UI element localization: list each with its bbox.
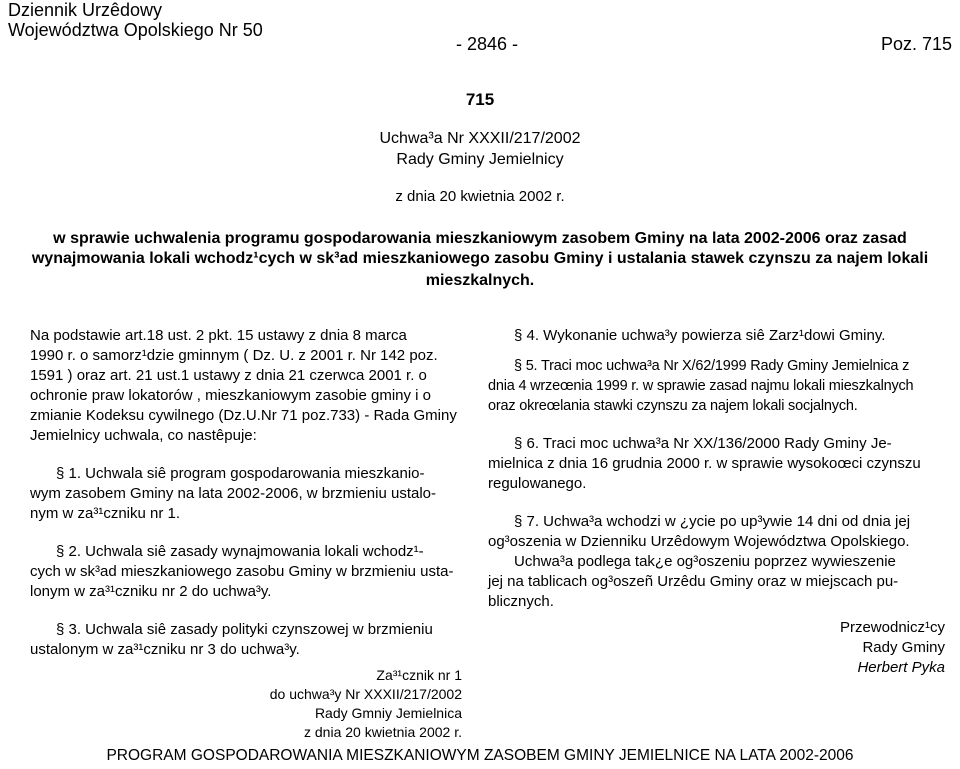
paragraph-7 bbox=[488, 512, 950, 612]
signature-body: Rady Gminy bbox=[862, 639, 945, 656]
left-column bbox=[30, 326, 462, 660]
paragraph-2 bbox=[30, 542, 462, 602]
council-name: Rady Gminy Jemielnicy bbox=[396, 151, 564, 168]
right-column bbox=[488, 326, 950, 612]
resolution-date: z dnia 20 kwietnia 2002 r. bbox=[395, 188, 565, 205]
text-line: § 3. Uchwala siê zasady polityki czynszowej w brzmieniu bbox=[56, 621, 433, 638]
text-line: ustalonym w za³¹czniku nr 3 do uchwa³y. bbox=[30, 641, 300, 658]
resolution-title: Uchwa³a Nr XXXII/217/2002 bbox=[379, 130, 581, 147]
signature-role: Przewodnicz¹cy bbox=[839, 619, 945, 636]
paragraph-3 bbox=[30, 620, 462, 660]
text-line: blicznych. bbox=[488, 593, 554, 610]
text-line: Za³¹cznik nr 1 bbox=[376, 667, 462, 683]
text-line: lonym w za³¹czniku nr 2 do uchwa³y. bbox=[30, 583, 272, 600]
text-line: z dnia 20 kwietnia 2002 r. bbox=[304, 724, 462, 740]
text-line: § 2. Uchwala siê zasady wynajmowania lokali wchodz¹- bbox=[56, 543, 424, 560]
text-line: 1990 r. o samorz¹dzie gminnym ( Dz. U. z 2001 r. Nr 142 poz. bbox=[30, 347, 438, 364]
text-line: § 4. Wykonanie uchwa³y powierza siê Zarz¹dowi Gminy. bbox=[514, 327, 886, 344]
text-line: § 7. Uchwa³a wchodzi w ¿ycie po up³ywie 14 dni od dnia jej bbox=[514, 513, 911, 530]
text-line: Na podstawie art.18 ust. 2 pkt. 15 ustawy z dnia 8 marca bbox=[30, 327, 407, 344]
journal-title-line1: Dziennik Urzêdowy bbox=[8, 0, 163, 20]
text-line: mielnica z dnia 16 grudnia 2000 r. w sprawie wysokoœci czynszu bbox=[488, 455, 921, 472]
text-line: § 6. Traci moc uchwa³a Nr XX/136/2000 Rady Gminy Je- bbox=[514, 435, 892, 452]
paragraph-6 bbox=[488, 434, 950, 494]
signature-block bbox=[700, 618, 945, 678]
text-line: nym w za³¹czniku nr 1. bbox=[30, 505, 181, 522]
text-line: og³oszenia w Dzienniku Urzêdowym Województwa Opolskiego. bbox=[488, 533, 910, 550]
subject-line: mieszkalnych. bbox=[425, 272, 535, 289]
text-line: § 5. Traci moc uchwa³a Nr X/62/1999 Rady Gminy Jemielnica z bbox=[514, 358, 910, 374]
text-line: § 1. Uchwala siê program gospodarowania mieszkanio- bbox=[56, 465, 425, 482]
annex-reference bbox=[200, 666, 462, 742]
document-number: 715 bbox=[465, 90, 495, 109]
text-line: jej na tablicach og³oszeñ Urzêdu Gminy oraz w miejscach pu- bbox=[488, 573, 899, 590]
text-line: cych w sk³ad mieszkaniowego zasobu Gminy w brzmieniu usta- bbox=[30, 563, 454, 580]
text-line: Jemielnicy uchwala, co nastêpuje: bbox=[30, 427, 257, 444]
text-line: oraz okreœlania stawki czynszu za najem lokali socjalnych. bbox=[488, 398, 858, 414]
preamble bbox=[30, 326, 462, 446]
paragraph-5 bbox=[488, 356, 950, 416]
text-line: Uchwa³a podlega tak¿e og³oszeniu poprzez wywieszenie bbox=[514, 553, 896, 570]
position-number: Poz. 715 bbox=[880, 34, 952, 54]
program-title: PROGRAM GOSPODAROWANIA MIESZKANIOWYM ZASOBEM GMINY JEMIELNICE NA LATA 2002-2006 bbox=[106, 747, 854, 764]
text-line: regulowanego. bbox=[488, 475, 587, 492]
page-number: - 2846 - bbox=[456, 34, 519, 54]
paragraph-1 bbox=[30, 464, 462, 524]
subject-line: w sprawie uchwalenia programu gospodarowania mieszkaniowym zasobem Gminy na lata 2002-2006 oraz zasad bbox=[53, 230, 907, 247]
text-line: Rady Gmniy Jemielnica bbox=[314, 705, 462, 721]
text-line: zmianie Kodeksu cywilnego (Dz.U.Nr 71 poz.733) - Rada Gminy bbox=[30, 407, 457, 424]
text-line: ochronie praw lokatorów , mieszkaniowym zasobie gminy i o bbox=[30, 387, 432, 404]
text-line: 1591 ) oraz art. 21 ust.1 ustawy z dnia 21 czerwca 2001 r. o bbox=[30, 367, 427, 384]
text-line: do uchwa³y Nr XXXII/217/2002 bbox=[269, 686, 462, 702]
text-line: dnia 4 wrzeœnia 1999 r. w sprawie zasad najmu lokali mieszkalnych bbox=[488, 378, 914, 394]
journal-title-line2: Województwa Opolskiego Nr 50 bbox=[8, 20, 263, 40]
signature-name: Herbert Pyka bbox=[857, 659, 945, 676]
text-line: wym zasobem Gminy na lata 2002-2006, w brzmieniu ustalo- bbox=[30, 485, 437, 502]
subject-line: wynajmowania lokali wchodz¹cych w sk³ad mieszkaniowego zasobu Gminy i ustalania stawek czynszu za najem lokali bbox=[31, 250, 929, 267]
paragraph-4 bbox=[488, 326, 950, 346]
